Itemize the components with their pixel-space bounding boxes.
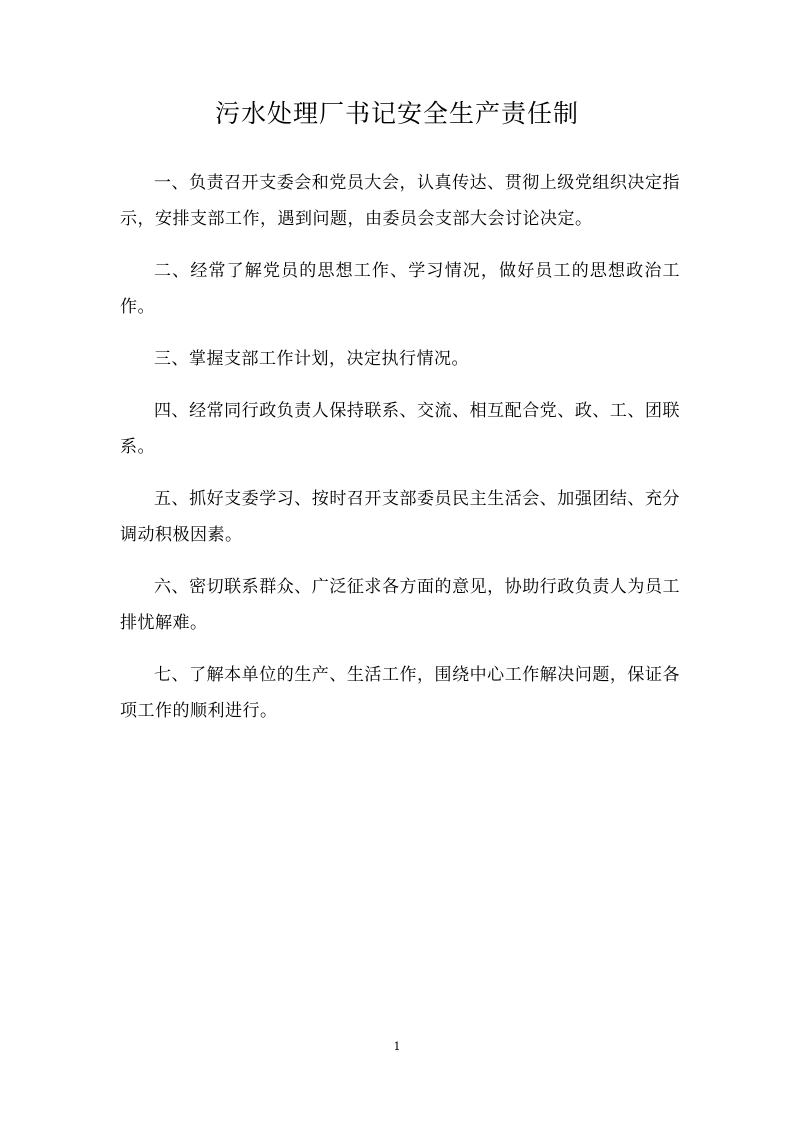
document-title: 污水处理厂书记安全生产责任制 (214, 99, 579, 128)
document-body (120, 165, 680, 745)
paragraph-5: 五、抓好支委学习、按时召开支部委员民主生活会、加强团结、充分调动积极因素。 (120, 489, 680, 545)
paragraph-2: 二、经常了解党员的思想工作、学习情况，做好员工的思想政治工作。 (120, 261, 680, 317)
paragraph-1: 一、负责召开支委会和党员大会，认真传达、贯彻上级党组织决定指示，安排支部工作，遇到问题，由委员会支部大会讨论决定。 (120, 173, 680, 229)
page-number: 1 (393, 1040, 401, 1053)
paragraph-3: 三、掌握支部工作计划，决定执行情况。 (154, 349, 469, 369)
paragraph-7: 七、了解本单位的生产、生活工作，围绕中心工作解决问题，保证各项工作的顺利进行。 (120, 665, 680, 721)
paragraph-4: 四、经常同行政负责人保持联系、交流、相互配合党、政、工、团联系。 (120, 401, 680, 457)
paragraph-6: 六、密切联系群众、广泛征求各方面的意见，协助行政负责人为员工排忧解难。 (120, 577, 680, 633)
